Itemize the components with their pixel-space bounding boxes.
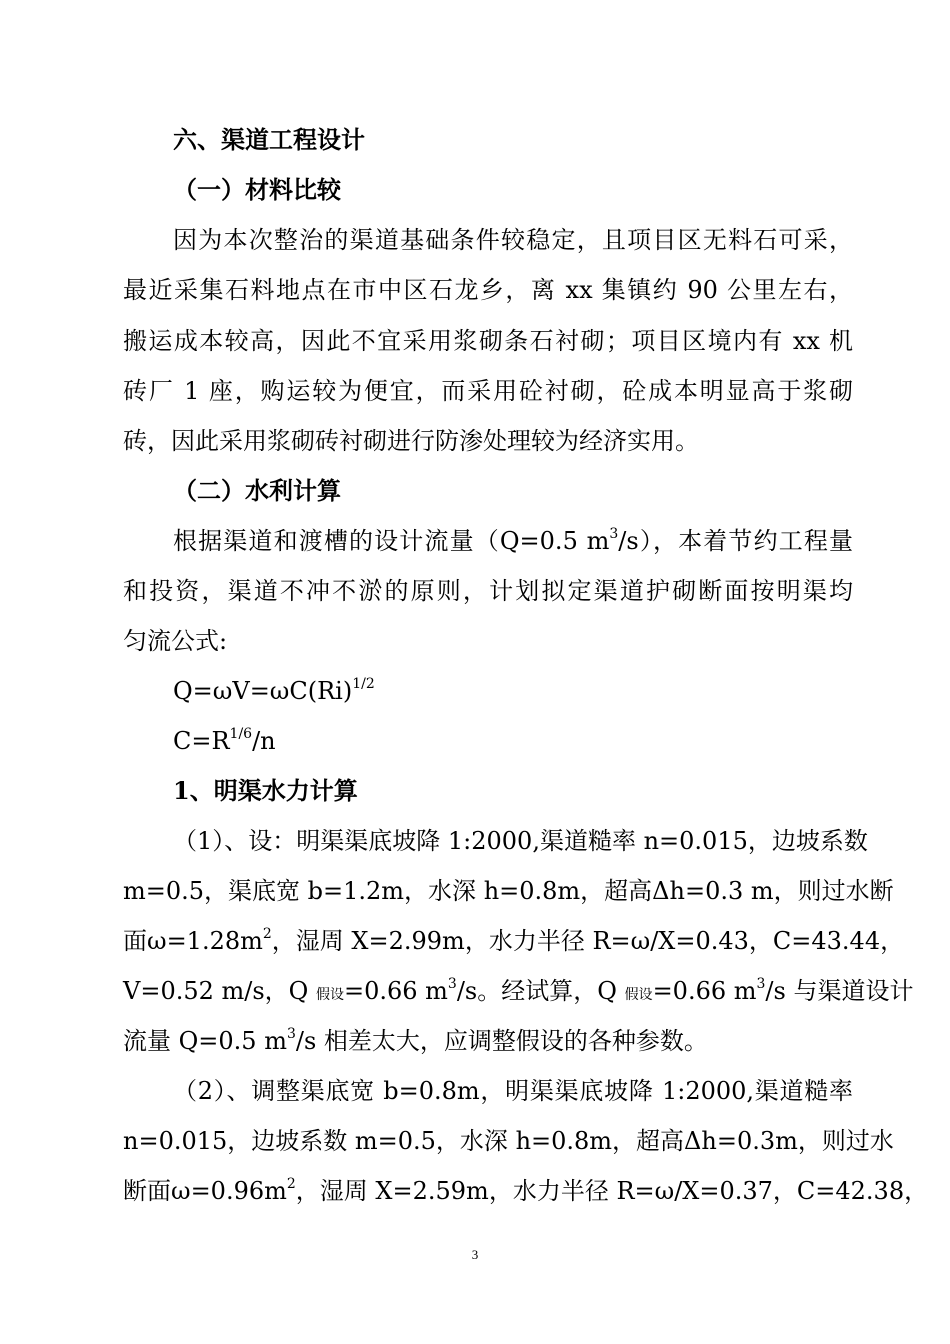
formula-chezy: $C=R^{1/6}/n$ <box>173 726 276 755</box>
paragraph-line: m=0.5，渠底宽 b=1.2m，水深 h=0.8m，超高Δh=0.3 m，则过水断 <box>123 877 894 905</box>
paragraph-line: n=0.015，边坡系数 m=0.5，水深 h=0.8m，超高Δh=0.3m，则过水 <box>123 1127 894 1155</box>
paragraph-line: （1）、设：明渠渠底坡降 1:2000,渠道糙率 n=0.015，边坡系数 <box>173 827 868 855</box>
paragraph-line: V=0.52 m/s，Q 假设=0.66 $m^3/s$。经试算，Q 假设=0.66 $m^3/s$ 与渠道设计 <box>123 976 914 1005</box>
paragraph-line: 根据渠道和渡槽的设计流量（Q=0.5 $m^3/s$），本着节约工程量 <box>173 526 854 555</box>
paragraph-line: （2）、调整渠底宽 b=0.8m，明渠渠底坡降 1:2000,渠道糙率 <box>173 1077 853 1105</box>
section-title: 六、渠道工程设计 <box>173 125 365 154</box>
formula-flow: $Q=\omega V=\omega C(Ri)^{1/2}$ <box>173 676 375 705</box>
paragraph-line: 和投资，渠道不冲不淤的原则，计划拟定渠道护砌断面按明渠均 <box>123 577 853 605</box>
paragraph-line: 面$\omega=1.28m^2$，湿周 X=2.99m，水力半径 R=ω/X=0.43，C=43.44， <box>123 926 905 955</box>
paragraph-line: 最近采集石料地点在市中区石龙乡，离 xx 集镇约 90 公里左右， <box>123 276 853 304</box>
paragraph-line: 砖，因此采用浆砌砖衬砌进行防渗处理较为经济实用。 <box>123 427 699 455</box>
paragraph-line: 断面$\omega=0.96m^2$，湿周 X=2.59m，水力半径 R=ω/X=0.37，C=42.38， <box>123 1176 929 1205</box>
subsection-title-open-channel: 1、明渠水力计算 <box>173 776 358 805</box>
paragraph-line: 搬运成本较高，因此不宜采用浆砌条石衬砌；项目区境内有 xx 机 <box>123 327 853 355</box>
subsection-title-hydraulics: （二）水利计算 <box>173 476 341 505</box>
paragraph-line: 流量 Q=0.5 $m^3/s$ 相差太大，应调整假设的各种参数。 <box>123 1026 708 1055</box>
paragraph-line: 因为本次整治的渠道基础条件较稳定，且项目区无料石可采， <box>173 226 853 254</box>
subsection-title-materials: （一）材料比较 <box>173 175 341 204</box>
paragraph-line: 匀流公式: <box>123 627 228 655</box>
page-number: 3 <box>471 1247 479 1262</box>
paragraph-line: 砖厂 1 座，购运较为便宜，而采用砼衬砌，砼成本明显高于浆砌 <box>123 377 853 405</box>
